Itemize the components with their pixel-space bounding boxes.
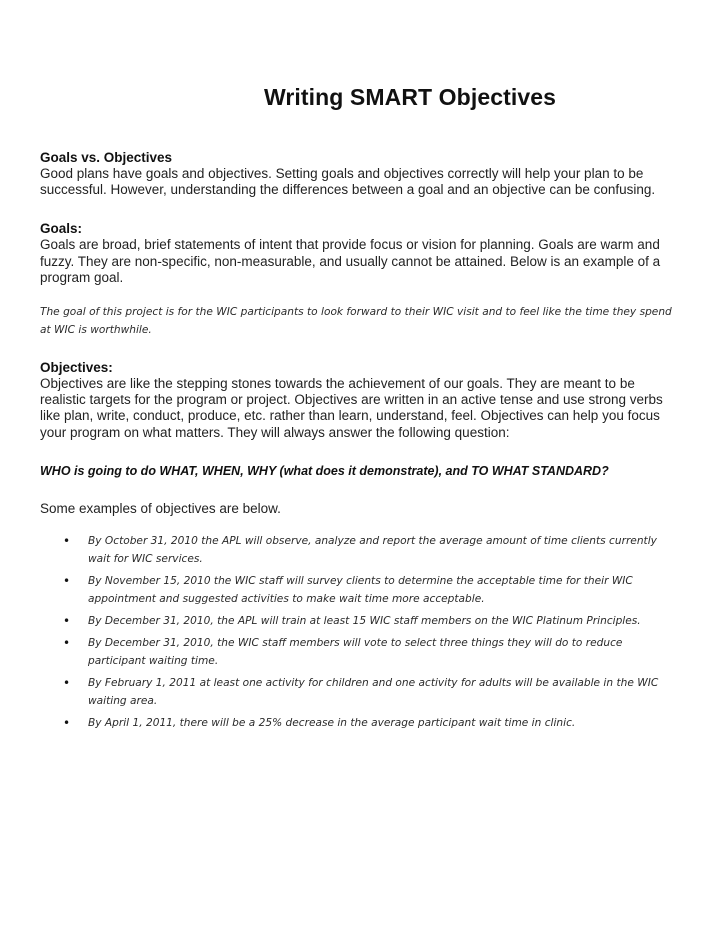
list-item (40, 612, 680, 630)
objective-example-text: By April 1, 2011, there will be a 25% decrease in the average participant wait time in clinic. (88, 716, 576, 729)
goals-heading: Goals: (40, 221, 83, 237)
section-objectives (40, 360, 680, 732)
objective-example-text: By February 1, 2011 at least one activity for children and one activity for adults will be available in the WIC waiting area. (88, 676, 659, 707)
objective-example-text: By October 31, 2010 the APL will observe, analyze and report the average amount of time clients currently wait for WIC services. (88, 534, 657, 565)
goals-vs-objectives-heading: Goals vs. Objectives (40, 150, 173, 165)
list-item (40, 532, 680, 568)
bullet-icon: • (63, 613, 71, 628)
objective-example-text: By December 31, 2010, the WIC staff members will vote to select three things they will do to reduce participant waiting time. (88, 636, 623, 667)
smart-question: WHO is going to do WHAT, WHEN, WHY (what does it demonstrate), and TO WHAT STANDARD? (40, 463, 609, 478)
bullet-icon: • (63, 675, 71, 690)
objective-example-text: By November 15, 2010 the WIC staff will survey clients to determine the acceptable time for their WIC appointment and suggested activities to make wait time more acceptable. (88, 574, 633, 605)
objectives-text: Objectives are like the stepping stones towards the achievement of our goals. They are meant to be realistic targets for the program or project. Objectives are written in an active tense and use strong verbs like plan, write, conduct, produce, etc. rather than learn, understand, feel. Objectives can help you focus your program on what matters. They will always answer the following question: (40, 376, 663, 440)
bullet-icon: • (63, 635, 71, 650)
list-item (40, 572, 680, 608)
list-item (40, 634, 680, 670)
goals-text: Goals are broad, brief statements of intent that provide focus or vision for planning. Goals are warm and fuzzy. They are non-specific, non-measurable, and usually cannot be attained. Below is an example of a program goal. (40, 237, 661, 285)
list-item (40, 714, 680, 732)
list-item (40, 674, 680, 710)
document-body (40, 150, 680, 736)
bullet-icon: • (63, 573, 71, 588)
goal-example: The goal of this project is for the WIC participants to look forward to their WIC visit and to feel like the time they spend at WIC is worthwhile. (40, 306, 672, 337)
document-title: Writing SMART Objectives (263, 84, 557, 110)
bullet-icon: • (63, 715, 71, 730)
section-goals-vs-objectives (40, 150, 680, 198)
bullet-icon: • (63, 533, 71, 548)
examples-intro: Some examples of objectives are below. (40, 500, 281, 516)
objectives-heading: Objectives: (40, 360, 113, 376)
goals-vs-objectives-text: Good plans have goals and objectives. Setting goals and objectives correctly will help your plan to be successful. However, understanding the differences between a goal and an objective can be confusing. (40, 166, 656, 198)
section-goals (40, 221, 680, 339)
objective-example-text: By December 31, 2010, the APL will train at least 15 WIC staff members on the WIC Platinum Principles. (88, 614, 641, 627)
objective-examples-list (40, 532, 680, 732)
